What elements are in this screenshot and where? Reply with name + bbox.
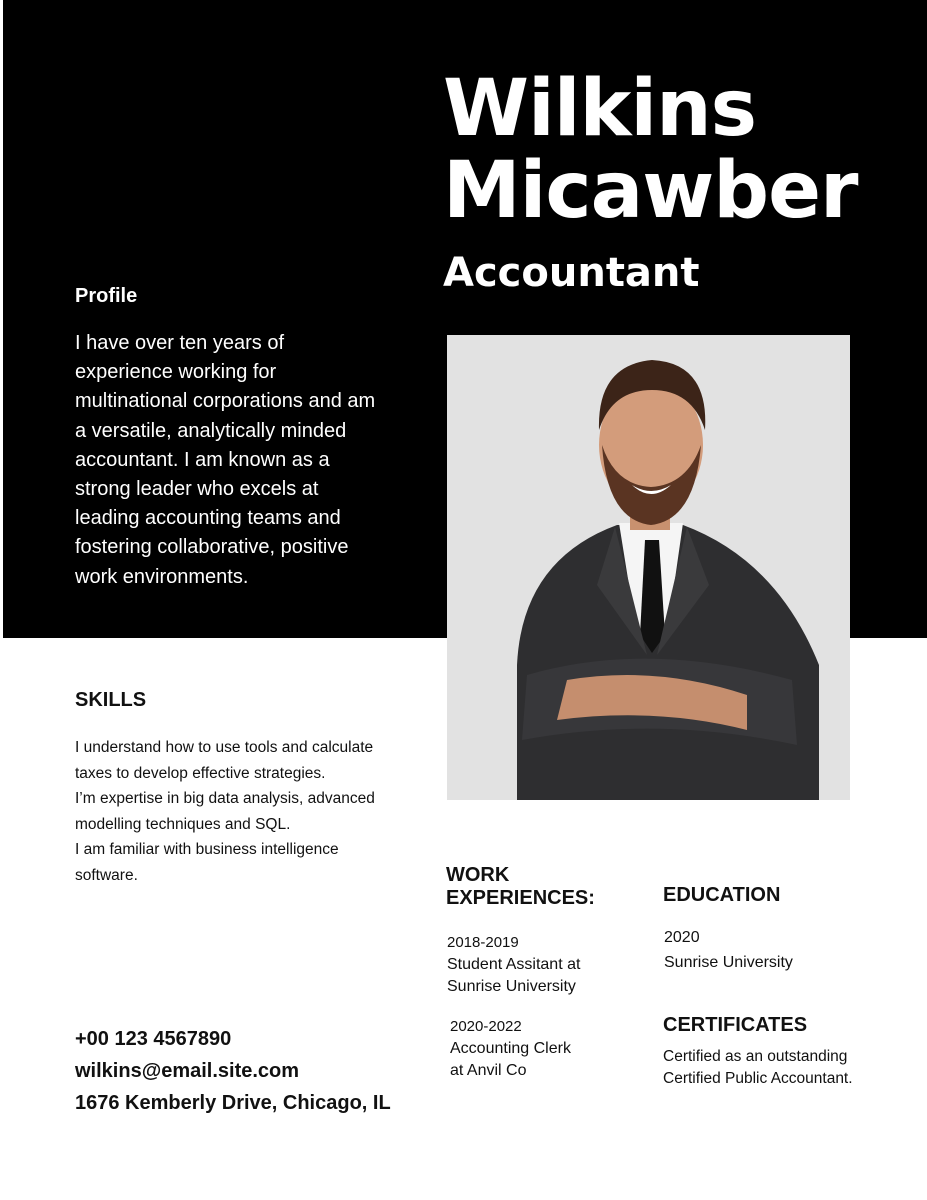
profile-heading: Profile [75,285,138,307]
job-entry [450,1016,620,1082]
certificate-entry [663,1046,893,1090]
first-name: Wilkins [443,64,757,154]
profile-text: I have over ten years of experience working for multinational corporations and am a versatile, analytically minded accountant. I am known as a strong leader who excels at leading accounting teams and fostering collaborative, positive work environments. [75,332,376,588]
certificates-heading: CERTIFICATES [663,1014,808,1036]
candidate-name [443,64,913,236]
postal-address: 1676 Kemberly Drive, Chicago, IL [75,1092,391,1114]
work-heading-line1: WORK [446,864,510,886]
education-year: 2020 [664,929,700,946]
job-line: Accounting Clerk [450,1040,571,1057]
education-school: Sunrise University [664,954,793,971]
work-experience-heading [446,864,595,910]
phone-number: +00 123 4567890 [75,1028,232,1050]
portrait-photo [447,335,850,800]
education-entry [664,925,793,975]
work-heading-line2: EXPERIENCES: [446,887,595,909]
certificate-line: Certified as an outstanding [663,1048,848,1065]
skills-list [75,735,405,889]
job-line: Sunrise University [447,978,576,995]
skill-item: I understand how to use tools and calculate taxes to develop effective strategies. [75,739,374,782]
education-heading: EDUCATION [663,884,781,906]
job-title: Accountant [443,250,700,296]
certificate-line: Certified Public Accountant. [663,1070,853,1087]
skill-item: I am familiar with business intelligence software. [75,841,339,884]
portrait-illustration [447,335,850,800]
job-line: Student Assitant at [447,956,581,973]
job-years: 2020-2022 [450,1018,522,1035]
job-entry [447,932,637,998]
job-years: 2018-2019 [447,934,519,951]
last-name: Micawber [443,146,858,236]
email-address: wilkins@email.site.com [75,1060,300,1082]
contact-block [75,1023,391,1119]
skill-item: I’m expertise in big data analysis, advanced modelling techniques and SQL. [75,790,375,833]
skills-heading: SKILLS [75,689,147,711]
job-line: at Anvil Co [450,1062,527,1079]
